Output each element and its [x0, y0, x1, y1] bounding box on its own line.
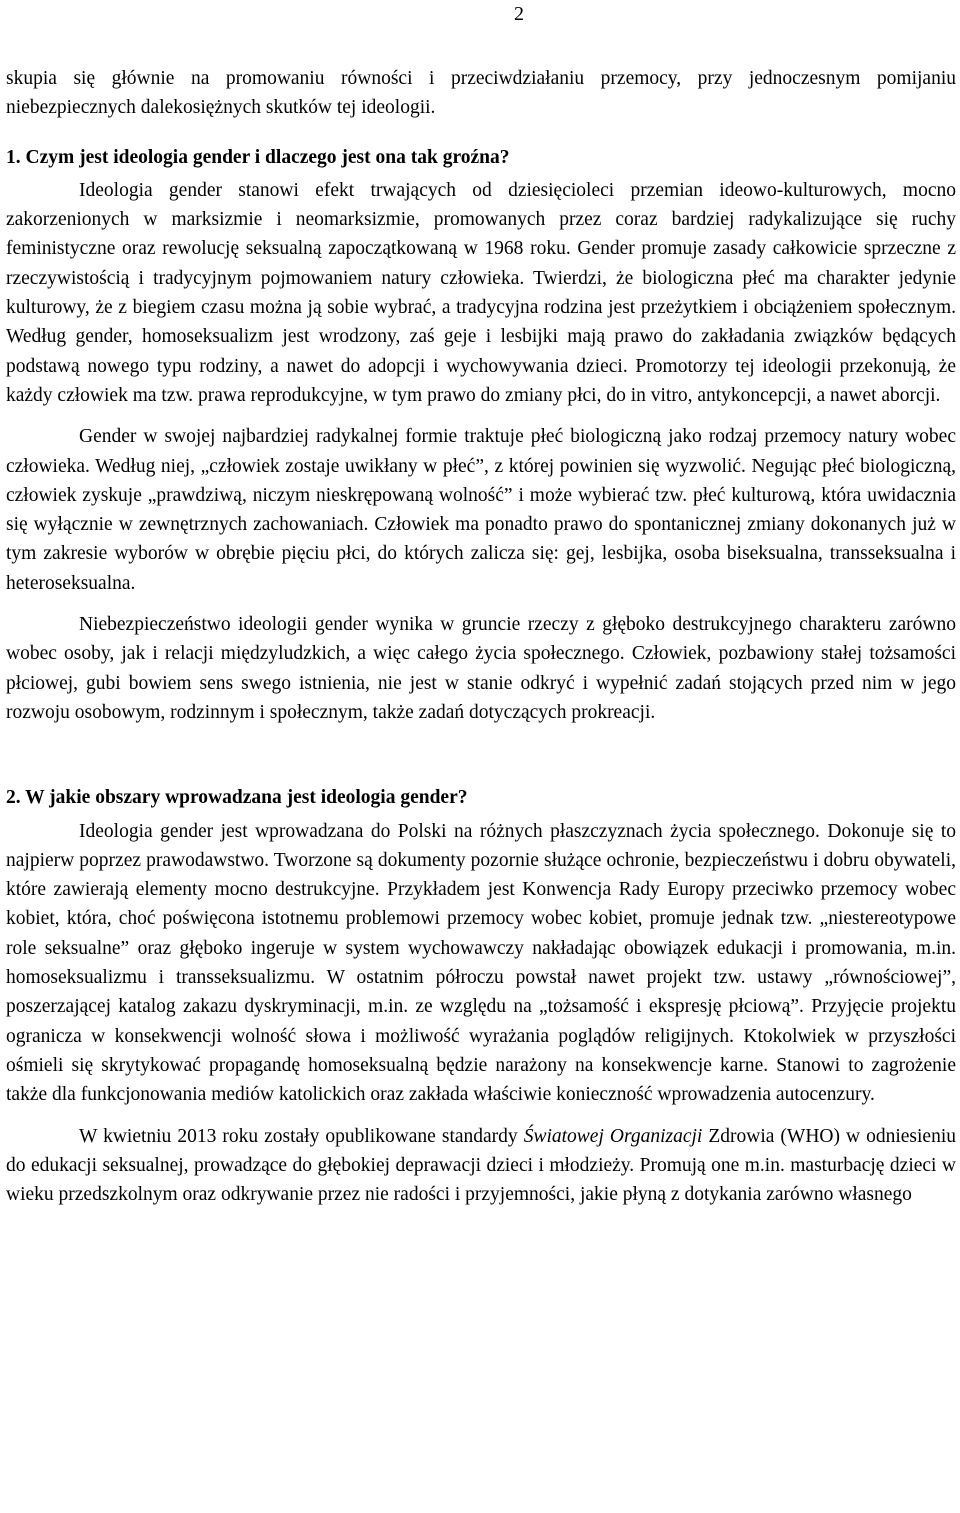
page-number: 2	[514, 3, 524, 25]
paragraph-text: Zdrowia (WHO) w odniesieniu do edukacji seksualnej, prowadzące do głębokiej deprawacji dzieci i młodzieży. Promują one m.in. masturbację dzieci w wieku przedszkolnym oraz odkrywanie przez nie radości i przyjemności, jakie płyną z dotykania zarówno własnego	[6, 1125, 956, 1206]
section-2-heading: 2. W jakie obszary wprowadzana jest ideologia gender?	[6, 787, 468, 809]
section-1-paragraph-2: Gender w swojej najbardziej radykalnej formie traktuje płeć biologiczną jako rodzaj przemocy natury wobec człowieka. Według niej, „człowiek zostaje uwikłany w płeć”, z której powinien się wyzwolić. Negując płeć biologiczną, człowiek zyskuje „prawdziwą, niczym nieskrępowaną wolność” i może wybierać tzw. płeć kulturową, która uwidacznia się wyłącznie w zewnętrznych zachowaniach. Człowiek ma ponadto prawo do spontanicznej zmiany dokonanych już w tym zakresie wyborów w obrębie pięciu płci, do których zalicza się: gej, lesbijka, osoba biseksualna, transseksualna i heteroseksualna.	[6, 426, 956, 594]
organization-name-italic: Światowej Organizacji	[523, 1125, 703, 1147]
section-1-paragraph-1: Ideologia gender stanowi efekt trwających od dziesięcioleci przemian ideowo-kulturowych, mocno zakorzenionych w marksizmie i neomarksizmie, promowanych przez coraz bardziej radykalizujące się ruchy feministyczne oraz rewolucję seksualną zapoczątkowaną w 1968 roku. Gender promuje zasady całkowicie sprzeczne z rzeczywistością i tradycyjnym pojmowaniem natury człowieka. Twierdzi, że biologiczna płeć ma charakter jedynie kulturowy, że z biegiem czasu można ją sobie wybrać, a tradycyjna rodzina jest przeżytkiem i obciążeniem społecznym. Według gender, homoseksualizm jest wrodzony, zaś geje i lesbijki mają prawo do zakładania związków będących podstawą nowego typu rodziny, a nawet do adopcji i wychowywania dzieci. Promotorzy tej ideologii przekonują, że każdy człowiek ma tzw. prawa reprodukcyjne, w tym prawo do zmiany płci, do in vitro, antykoncepcji, a nawet aborcji.	[6, 179, 956, 406]
document-body	[6, 64, 956, 1209]
section-1-paragraph-3: Niebezpieczeństwo ideologii gender wynika w gruncie rzeczy z głęboko destrukcyjnego charakteru zarówno wobec osoby, jak i relacji międzyludzkich, a więc całego życia społecznego. Człowiek, pozbawiony stałej tożsamości płciowej, gubi bowiem sens swego istnienia, nie jest w stanie odkryć i wypełnić zadań stojących przed nim w jego rozwoju osobowym, rodzinnym i społecznym, także zadań dotyczących prokreacji.	[6, 614, 956, 723]
section-1-heading: 1. Czym jest ideologia gender i dlaczego jest ona tak groźna?	[6, 146, 510, 168]
paragraph-text: W kwietniu 2013 roku zostały opublikowane standardy	[79, 1125, 524, 1147]
section-2-paragraph-2	[6, 1122, 956, 1210]
section-2-paragraph-1: Ideologia gender jest wprowadzana do Polski na różnych płaszczyznach życia społecznego. Dokonuje się to najpierw poprzez prawodawstwo. Tworzone są dokumenty pozornie służące ochronie, bezpieczeństwu i dobru obywateli, które zawierają elementy mocno destrukcyjne. Przykładem jest Konwencja Rady Europy przeciwko przemocy wobec kobiet, która, choć poświęcona istotnemu problemowi przemocy wobec kobiet, promuje jednak tzw. „niestereotypowe role seksualne” oraz głęboko ingeruje w system wychowawczy nakładając obowiązek edukacji i promowania, m.in. homoseksualizmu i transseksualizmu. W ostatnim półroczu powstał nawet projekt tzw. ustawy „równościowej”, poszerzającej katalog zakazu dyskryminacji, m.in. ze względu na „tożsamość i ekspresję płciową”. Przyjęcie projektu ogranicza w konsekwencji wolność słowa i możliwość wyrażania poglądów religijnych. Ktokolwiek w przyszłości ośmieli się skrytykować propagandę homoseksualną będzie narażony na konsekwencje karne. Stanowi to zagrożenie także dla funkcjonowania mediów katolickich oraz zakłada właściwie konieczność wprowadzenia autocenzury.	[6, 820, 956, 1106]
intro-paragraph: skupia się głównie na promowaniu równości i przeciwdziałaniu przemocy, przy jednoczesnym pomijaniu niebezpiecznych dalekosiężnych skutków tej ideologii.	[6, 68, 956, 119]
